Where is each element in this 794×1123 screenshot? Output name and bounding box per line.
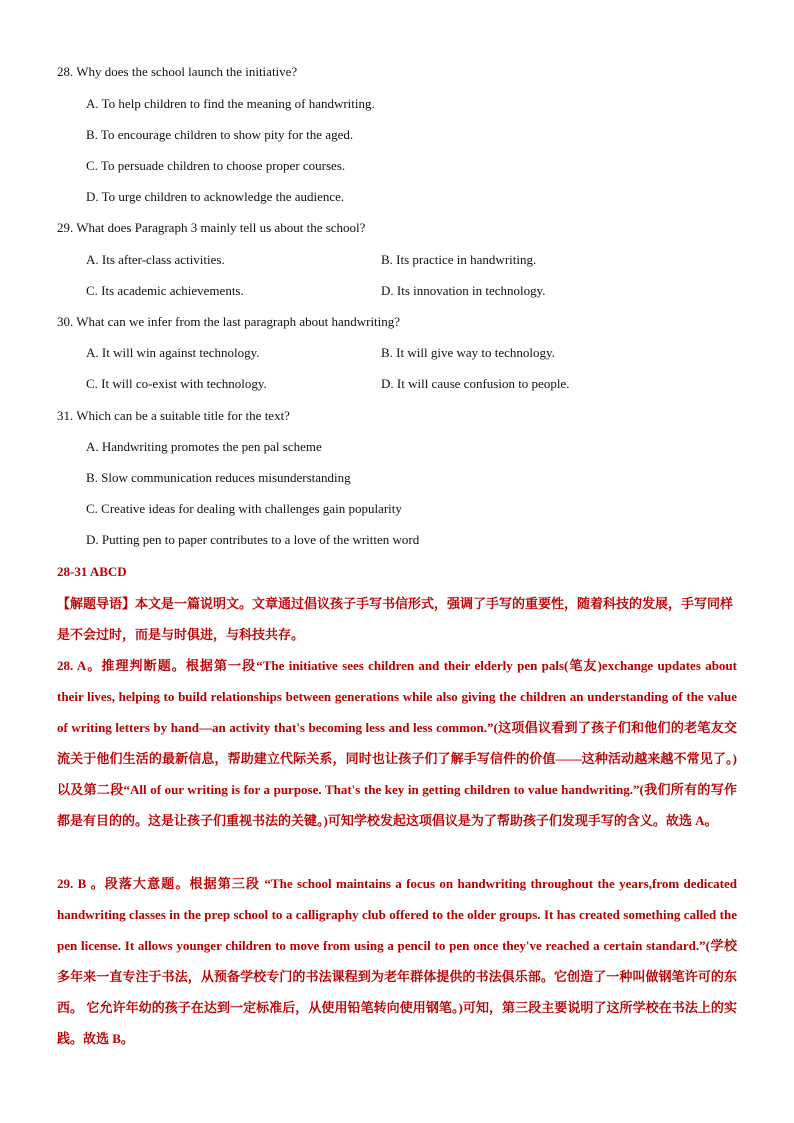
question-29-option-d: D. Its innovation in technology. bbox=[381, 283, 546, 298]
question-29-option-b: B. Its practice in handwriting. bbox=[381, 252, 537, 267]
question-30-stem: 30. What can we infer from the last paragraph about handwriting? bbox=[57, 314, 401, 329]
question-31-option-a: A. Handwriting promotes the pen pal scheme bbox=[86, 439, 322, 454]
question-28-option-d: D. To urge children to acknowledge the audience. bbox=[86, 189, 345, 204]
question-31-stem: 31. Which can be a suitable title for the text? bbox=[57, 408, 290, 423]
question-30-option-d: D. It will cause confusion to people. bbox=[381, 376, 570, 391]
question-28-option-b: B. To encourage children to show pity for the aged. bbox=[86, 127, 354, 142]
question-28-stem: 28. Why does the school launch the initiative? bbox=[57, 64, 298, 79]
answer-key: 28-31 ABCD bbox=[57, 564, 127, 579]
guide-text: 本文是一篇说明文。文章通过倡议孩子手写书信形式，强调了手写的重要性，随着科技的发展，手写同样是不会过时，而是与时俱进，与科技共存。 bbox=[57, 596, 734, 642]
question-29-option-a: A. Its after-class activities. bbox=[86, 252, 225, 267]
question-30-option-b: B. It will give way to technology. bbox=[381, 345, 555, 360]
question-30-option-a: A. It will win against technology. bbox=[86, 345, 260, 360]
question-28-option-a: A. To help children to find the meaning of handwriting. bbox=[86, 96, 375, 111]
question-31-option-b: B. Slow communication reduces misunderstanding bbox=[86, 470, 351, 485]
question-29-option-c: C. Its academic achievements. bbox=[86, 283, 244, 298]
question-30-option-c: C. It will co-exist with technology. bbox=[86, 376, 267, 391]
explanation-28: 28. A。推理判断题。根据第一段“The initiative sees children and their elderly pen pals(笔友)exchange updates about their lives, helping to build relationships between generations while also giving the children an understanding of the value of writing letters by hand—an activity that's becoming less and less common.”(这项倡议看到了孩子们和他们的老笔友交流关于他们生活的最新信息，帮助建立代际关系，同时也让孩子们了解手写信件的价值——这种活动越来越不常见了。)以及第二段“All of our writing is for a purpose. That's the key in getting children to value handwriting.”(我们所有的写作都是有目的的。这是让孩子们重视书法的关键。)可知学校发起这项倡议是为了帮助孩子们发现手写的含义。故选 A。 bbox=[57, 658, 737, 828]
question-29-stem: 29. What does Paragraph 3 mainly tell us about the school? bbox=[57, 220, 366, 235]
question-31-option-c: C. Creative ideas for dealing with challenges gain popularity bbox=[86, 501, 402, 516]
explanation-29: 29. B 。段落大意题。根据第三段 “The school maintains a focus on handwriting throughout the years,from dedicated handwriting classes in the prep school to a calligraphy club offered to the older groups. It has created something called the pen license. It allows younger children to move from using a pencil to pen once they've reached a certain standard.”(学校多年来一直专注于书法，从预备学校专门的书法课程到为老年群体提供的书法俱乐部。它创造了一种叫做钢笔许可的东西。 它允许年幼的孩子在达到一定标准后，从使用铅笔转向使用钢笔。)可知，第三段主要说明了这所学校在书法上的实践。故选 B。 bbox=[57, 876, 737, 1046]
guide-label: 【解题导语】 bbox=[57, 596, 136, 611]
question-28-option-c: C. To persuade children to choose proper courses. bbox=[86, 158, 346, 173]
guide-paragraph bbox=[57, 588, 737, 650]
question-31-option-d: D. Putting pen to paper contributes to a love of the written word bbox=[86, 532, 420, 547]
